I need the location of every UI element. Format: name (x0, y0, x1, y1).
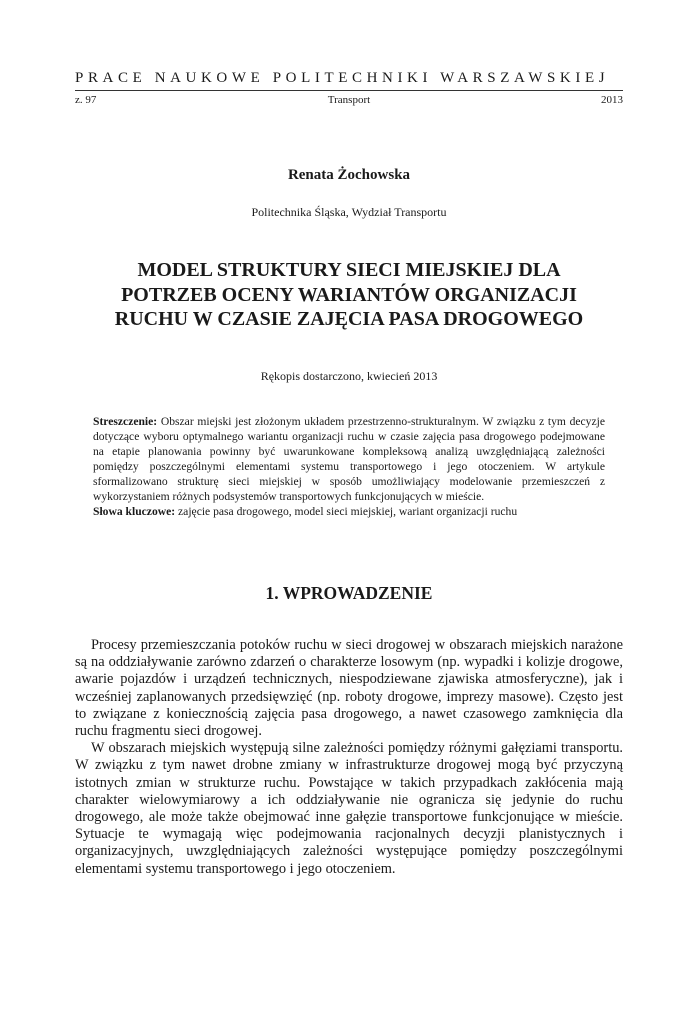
volume-number: z. 97 (75, 94, 97, 106)
author-affiliation: Politechnika Śląska, Wydział Transportu (251, 205, 447, 219)
abstract (93, 414, 605, 519)
journal-name: PRACE NAUKOWE POLITECHNIKI WARSZAWSKIEJ (75, 70, 610, 86)
abstract-paragraph (93, 414, 605, 504)
keywords-paragraph (93, 504, 605, 519)
title-line: POTRZEB OCENY WARIANTÓW ORGANIZACJI (121, 283, 577, 306)
paper-title (60, 258, 638, 332)
section-heading: 1. WPROWADZENIE (265, 583, 433, 603)
abstract-label: Streszczenie: (93, 415, 158, 428)
author-name: Renata Żochowska (287, 167, 411, 183)
abstract-text: Obszar miejski jest złożonym układem przestrzenno-strukturalnym. W związku z tym decyzje dotyczące wyboru optymalnego wariantu organizacji ruchu w czasie zajęcia pasa drogowego podejmowane na etapie planowania powinny być uwarunkowane kompleksową analizą uwzględniającą zależności pomiędzy poszczególnymi elementami systemu transportowego i jego otoczeniem. W artykule sformalizowano strukturę sieci miejskiej w sposób umożliwiający modelowanie przemieszczeń z wykorzystaniem różnych podsystemów transportowych funkcjonujących w mieście. (93, 415, 605, 503)
title-line: RUCHU W CZASIE ZAJĘCIA PASA DROGOWEGO (114, 308, 584, 330)
journal-section: Transport (327, 94, 371, 106)
header-rule (75, 90, 623, 91)
body-paragraph: W obszarach miejskich występują silne zależności pomiędzy różnymi gałęziami transportu. W związku z tym nawet drobne zmiany w infrastrukturze drogowej mogą być przyczyną istotnych zmian w strukturze ruchu. Powstające w takich przypadkach zakłócenia mają charakter wielowymiarowy a ich oddziaływanie nie ogranicza się jedynie do ruchu drogowego, ale może także obejmować inne gałęzie transportowe funkcjonujące w mieście. Sytuacje te wymagają więc podejmowania racjonalnych decyzji planistycznych i organizacyjnych, uwzględniających zależności występujące pomiędzy poszczególnymi elementami systemu transportowego i jego otoczeniem. (75, 740, 623, 877)
body-paragraph: Procesy przemieszczania potoków ruchu w sieci drogowej w obszarach miejskich narażone są na oddziaływanie zarówno zdarzeń o charakterze losowym (np. wypadki i kolizje drogowe, awarie pojazdów i urządzeń technicznych, niespodziewane zjawiska atmosferyczne), jak i wcześniej zaplanowanych przedsięwzięć (np. roboty drogowe, imprezy masowe). Często jest to związane z koniecznością zajęcia pasa drogowego, a nawet czasowego zamknięcia dla ruchu fragmentu sieci drogowej. (75, 637, 623, 740)
publication-year: 2013 (601, 94, 623, 106)
title-line: MODEL STRUKTURY SIECI MIEJSKIEJ DLA (137, 259, 561, 281)
keywords-label: Słowa kluczowe: (93, 505, 176, 518)
keywords-text: zajęcie pasa drogowego, model sieci miejskiej, wariant organizacji ruchu (178, 505, 518, 518)
received-date: Rękopis dostarczono, kwiecień 2013 (260, 369, 438, 383)
section-body (75, 637, 623, 878)
